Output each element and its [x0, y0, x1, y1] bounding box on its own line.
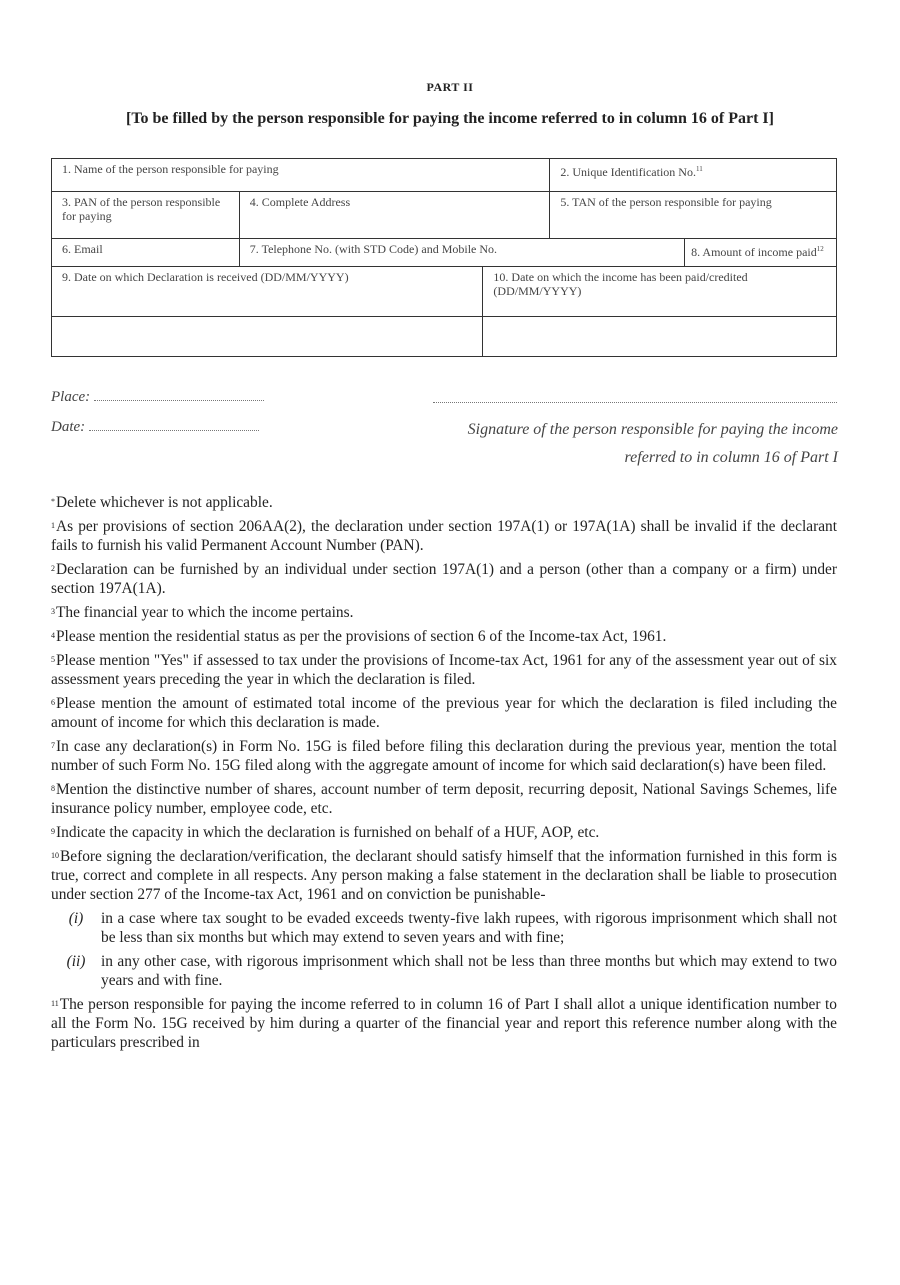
field-complete-address[interactable]: 4. Complete Address: [239, 192, 550, 239]
field-unique-id[interactable]: 2. Unique Identification No.$^{11}$: [550, 159, 837, 192]
date-label: Date:: [51, 419, 86, 435]
place-line: [51, 388, 264, 406]
signature-line[interactable]: [433, 402, 837, 403]
note: $^1$As per provisions of section 206AA(2), the declaration under section 197A(1) or 197A(1A) shall be invalid if the declarant fails to furnish his valid Permanent Account Number (PAN).: [51, 518, 837, 554]
note: *Delete whichever is not applicable.: [51, 494, 273, 511]
note: $^9$Indicate the capacity in which the declaration is furnished on behalf of a HUF, AOP, etc.: [51, 824, 600, 841]
note: $^4$Please mention the residential status as per the provisions of section 6 of the Income-tax Act, 1961.: [51, 628, 667, 645]
field-amount-paid[interactable]: 8. Amount of income paid$^{12}$: [685, 239, 837, 267]
field-date-income-paid[interactable]: 10. Date on which the income has been paid/credited (DD/MM/YYYY): [483, 267, 837, 317]
note: $^{10}$Before signing the declaration/verification, the declarant should satisfy himself that the information furnished in this form is true, correct and complete in all respects. Any person making a false statement in the declaration shall be liable to prosecution under section 277 of the Income-tax Act, 1961 and on conviction be punishable-: [51, 848, 837, 903]
date-line: [51, 418, 259, 436]
sub-item: (ii) in any other case, with rigorous imprisonment which shall not be less than three months but which may extend to two years and with fine.: [66, 953, 837, 989]
place-label: Place:: [51, 389, 91, 405]
note: $^3$The financial year to which the income pertains.: [51, 604, 354, 621]
footnotes: [51, 493, 837, 1057]
part-heading: [To be filled by the person responsible for paying the income referred to in column 16 of Part I]: [126, 110, 774, 127]
part-title: PART II: [426, 80, 474, 94]
field-pan-of-payer[interactable]: 3. PAN of the person responsible for paying: [52, 192, 240, 239]
note: $^8$Mention the distinctive number of shares, account number of term deposit, recurring deposit, National Savings Schemes, life insurance policy number, employee code, etc.: [51, 781, 837, 817]
part-ii-form-table: [51, 158, 837, 357]
field-tan-of-payer[interactable]: 5. TAN of the person responsible for paying: [550, 192, 837, 239]
field-telephone[interactable]: 7. Telephone No. (with STD Code) and Mobile No.: [239, 239, 684, 267]
place-input[interactable]: [94, 388, 264, 401]
note: $^5$Please mention "Yes" if assessed to tax under the provisions of Income-tax Act, 1961 for any of the assessment year out of six assessment years preceding the year in which the declaration is filed.: [51, 652, 837, 688]
date-input[interactable]: [89, 418, 259, 431]
field-date-income-paid-value[interactable]: [483, 317, 837, 357]
note: $^{11}$The person responsible for paying the income referred to in column 16 of Part I shall allot a unique identification number to all the Form No. 15G received by him during a quarter of the financial year and report this reference number along with the particulars prescribed in: [51, 996, 837, 1051]
note: $^7$In case any declaration(s) in Form No. 15G is filed before filing this declaration during the previous year, mention the total number of such Form No. 15G filed along with the aggregate amount of income for which said declaration(s) have been filed.: [51, 738, 837, 774]
field-name-of-payer[interactable]: 1. Name of the person responsible for paying: [52, 159, 550, 192]
sub-item: (i) in a case where tax sought to be evaded exceeds twenty-five lakh rupees, with rigorous imprisonment which shall not be less than six months but which may extend to seven years and with fine;: [68, 910, 837, 946]
field-email[interactable]: 6. Email: [52, 239, 240, 267]
note: $^2$Declaration can be furnished by an individual under section 197A(1) and a person (other than a company or a firm) under section 197A(1A).: [51, 561, 837, 597]
field-date-declaration-received[interactable]: 9. Date on which Declaration is received (DD/MM/YYYY): [52, 267, 483, 317]
note: $^6$Please mention the amount of estimated total income of the previous year for which the declaration is filed including the amount of income for which this declaration is made.: [51, 695, 837, 731]
field-date-declaration-received-value[interactable]: [52, 317, 483, 357]
signature-caption: Signature of the person responsible for paying the income referred to in column 16 of Part I: [467, 421, 838, 466]
